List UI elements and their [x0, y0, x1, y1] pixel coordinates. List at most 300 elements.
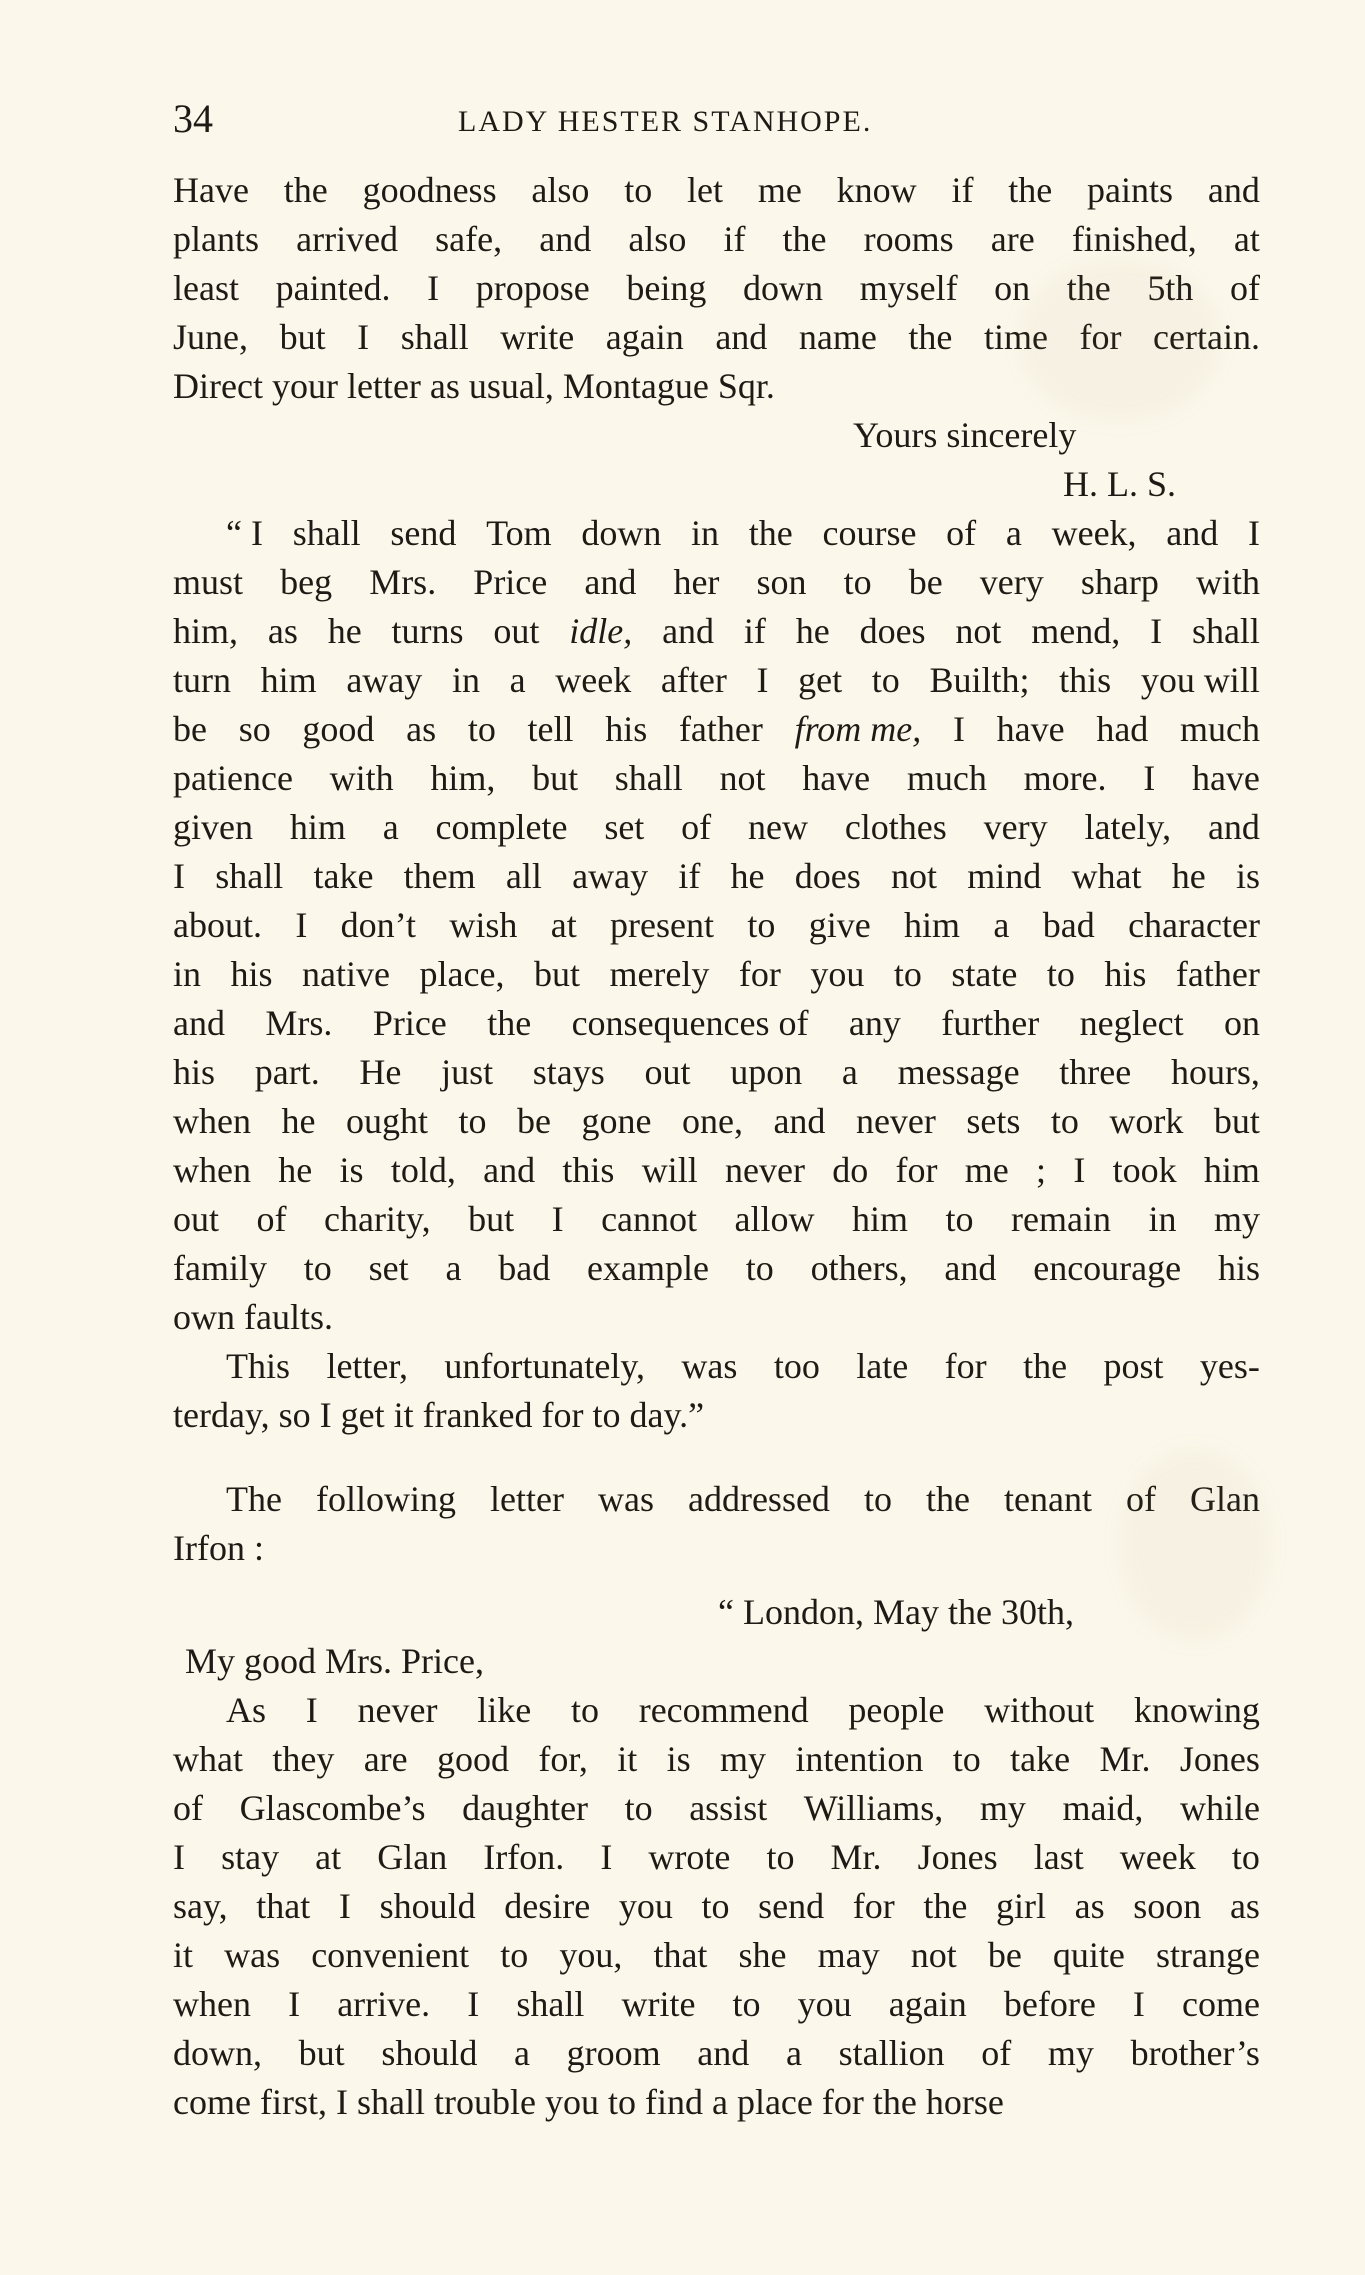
word: I	[467, 1984, 480, 2024]
word: the	[1023, 1346, 1068, 1386]
word: for,	[538, 1739, 588, 1779]
word: have	[996, 709, 1065, 749]
word: sharp	[1080, 562, 1159, 602]
word: Builth;	[929, 660, 1030, 700]
word: down	[742, 268, 823, 308]
section-gap	[173, 1573, 1260, 1588]
paragraph-4	[173, 1475, 1260, 1573]
word: and	[1207, 807, 1260, 847]
word: June,	[173, 317, 248, 357]
text-line	[173, 803, 1260, 852]
word: example	[587, 1248, 709, 1288]
word: I	[335, 2082, 348, 2122]
word: have	[802, 758, 871, 798]
word: son	[756, 562, 807, 602]
word: Irfon :	[173, 1528, 264, 1568]
word: if	[678, 856, 701, 896]
word: Have	[173, 170, 249, 210]
word: present	[610, 905, 715, 945]
word: upon	[730, 1052, 803, 1092]
word: father	[678, 709, 763, 749]
word: you	[797, 1984, 852, 2024]
word: father	[1175, 954, 1260, 994]
word: come	[173, 2082, 251, 2122]
word: he	[795, 611, 830, 651]
page-header	[173, 94, 1260, 154]
word: never	[357, 1690, 438, 1730]
word: his	[230, 954, 273, 994]
word: set	[368, 1248, 409, 1288]
word: mend,	[1031, 611, 1121, 651]
word: wish	[449, 905, 518, 945]
word: be	[987, 1935, 1022, 1975]
word: rooms	[863, 219, 954, 259]
paragraph-5	[173, 1686, 1260, 2127]
word: may	[817, 1935, 880, 1975]
word: turn	[173, 660, 231, 700]
word: ;	[1036, 1150, 1047, 1190]
word: idle,	[569, 611, 633, 651]
word: him	[904, 905, 961, 945]
word: Glan	[377, 1837, 448, 1877]
word: to	[570, 1690, 599, 1730]
word: this	[562, 1150, 615, 1190]
word: as	[429, 366, 460, 406]
text-line	[173, 1146, 1260, 1195]
word: convenient	[311, 1935, 470, 1975]
word: and	[1207, 170, 1260, 210]
word: find	[644, 2082, 703, 2122]
word: to	[863, 1479, 892, 1519]
word: for	[852, 1886, 895, 1926]
word: the	[487, 1003, 532, 1043]
word: just	[441, 1052, 494, 1092]
word: encourage	[1033, 1248, 1182, 1288]
word: if	[951, 170, 974, 210]
page-stain	[1020, 260, 1220, 420]
word: I	[338, 1886, 351, 1926]
text-line	[173, 2078, 1260, 2127]
word: have	[1191, 758, 1260, 798]
signature-initials: H. L. S.	[1063, 464, 1177, 504]
text-line	[173, 1980, 1260, 2029]
word: Direct	[173, 366, 263, 406]
word: after	[660, 660, 727, 700]
word: him	[1203, 1150, 1260, 1190]
word: turns	[391, 611, 464, 651]
text-line	[173, 1686, 1260, 1735]
word: arrive.	[337, 1984, 431, 2024]
text-line	[173, 656, 1260, 705]
word: for	[895, 1150, 938, 1190]
word: given	[173, 807, 253, 847]
word: in	[173, 954, 202, 994]
word: strange	[1155, 1935, 1260, 1975]
word: of	[946, 513, 977, 553]
word: cannot	[601, 1199, 698, 1239]
word: was	[224, 1935, 281, 1975]
word: of	[981, 2033, 1012, 2073]
word: arrived	[296, 219, 399, 259]
word: him	[852, 1199, 909, 1239]
word: never	[724, 1150, 805, 1190]
word: but	[532, 758, 579, 798]
word: when	[173, 1101, 251, 1141]
word: but	[533, 954, 580, 994]
text-line	[173, 166, 1260, 215]
word: as	[1229, 1886, 1260, 1926]
word: Mrs.	[265, 1003, 333, 1043]
word: mind	[967, 856, 1042, 896]
word: daughter	[462, 1788, 589, 1828]
word: place,	[419, 954, 505, 994]
word: to	[843, 562, 872, 602]
word: letter,	[326, 1346, 408, 1386]
text-line	[173, 1931, 1260, 1980]
word: Glan	[1189, 1479, 1260, 1519]
word: them	[403, 856, 476, 896]
word: As	[226, 1690, 267, 1730]
word: The	[226, 1479, 282, 1519]
word: you,	[559, 1935, 623, 1975]
word: the	[923, 1886, 968, 1926]
text-line	[173, 852, 1260, 901]
word: you will	[1140, 660, 1260, 700]
text-line	[173, 1342, 1260, 1391]
word: the	[1066, 268, 1111, 308]
word: girl	[996, 1886, 1047, 1926]
word: his	[1104, 954, 1147, 994]
word: say,	[173, 1886, 228, 1926]
word: a	[509, 660, 526, 700]
word: for	[944, 1346, 987, 1386]
word: a	[841, 1052, 858, 1092]
letter-salutation: My good Mrs. Price,	[185, 1641, 484, 1681]
word: being	[626, 268, 707, 308]
word: Mr.	[830, 1837, 882, 1877]
word: his	[173, 1052, 216, 1092]
text-line	[173, 558, 1260, 607]
word: complete	[435, 807, 568, 847]
word: finished,	[1071, 219, 1197, 259]
word: and	[773, 1101, 826, 1141]
word: told,	[390, 1150, 456, 1190]
word: but	[468, 1199, 515, 1239]
word: quite	[1052, 1935, 1125, 1975]
word: get	[798, 660, 843, 700]
word: plants	[173, 219, 259, 259]
word: I	[551, 1199, 564, 1239]
word: to	[607, 2082, 636, 2122]
word: neglect	[1079, 1003, 1184, 1043]
word: do	[832, 1150, 869, 1190]
word: groom	[566, 2033, 661, 2073]
word: message	[897, 1052, 1020, 1092]
word: 5th	[1147, 268, 1194, 308]
word: give	[808, 905, 871, 945]
word: tenant	[1003, 1479, 1092, 1519]
word: in	[451, 660, 480, 700]
word: Irfon.	[483, 1837, 565, 1877]
word: not	[891, 856, 938, 896]
word: part.	[254, 1052, 320, 1092]
word: I	[295, 905, 308, 945]
word: bad	[498, 1248, 551, 1288]
running-head: LADY HESTER STANHOPE.	[458, 105, 873, 138]
text-line	[173, 999, 1260, 1048]
text-line	[173, 1735, 1260, 1784]
word: name	[798, 317, 877, 357]
word: had	[1096, 709, 1149, 749]
text-line	[173, 1293, 1260, 1342]
word: to	[893, 954, 922, 994]
word: last	[1033, 1837, 1084, 1877]
word: ought	[345, 1101, 428, 1141]
word: time	[983, 317, 1048, 357]
word: away	[572, 856, 649, 896]
word: least	[173, 268, 239, 308]
closing-line: Yours sincerely	[853, 415, 1077, 455]
word: for	[738, 954, 781, 994]
word: charity,	[323, 1199, 431, 1239]
word: remain	[1011, 1199, 1111, 1239]
word: character	[1128, 905, 1260, 945]
word: too	[773, 1346, 820, 1386]
word: a	[785, 2033, 802, 2073]
word: you	[618, 1886, 673, 1926]
word: I	[756, 660, 769, 700]
word: post	[1103, 1346, 1164, 1386]
word: that	[653, 1935, 708, 1975]
word: her	[673, 562, 720, 602]
word: if	[743, 611, 766, 651]
word: to	[871, 660, 900, 700]
word: Price	[473, 562, 548, 602]
word: good	[302, 709, 375, 749]
word: and	[539, 219, 592, 259]
text-line	[173, 509, 1260, 558]
word: good	[437, 1739, 509, 1779]
word: soon	[1133, 1886, 1202, 1926]
word: me	[964, 1150, 1009, 1190]
word: it	[173, 1935, 194, 1975]
word: the	[283, 170, 328, 210]
word: the	[1008, 170, 1053, 210]
word: Jones	[1179, 1739, 1260, 1779]
word: family	[173, 1248, 267, 1288]
word: shall	[356, 2082, 425, 2122]
word: week,	[1051, 513, 1137, 553]
word: on	[1224, 1003, 1260, 1043]
text-line	[173, 1048, 1260, 1097]
word: for	[1079, 317, 1122, 357]
word: stays	[532, 1052, 605, 1092]
word: patience	[173, 758, 293, 798]
word: again	[605, 317, 684, 357]
word: place	[736, 2082, 813, 2122]
word: does	[859, 611, 926, 651]
word: don’t	[340, 905, 417, 945]
word: this	[1059, 660, 1112, 700]
text-line	[173, 607, 1260, 656]
text-line	[173, 705, 1260, 754]
word: I	[357, 317, 370, 357]
word: letter	[346, 366, 421, 406]
word: people	[848, 1690, 945, 1730]
word: to	[952, 1739, 981, 1779]
word: must	[173, 562, 244, 602]
word: first,	[259, 2082, 327, 2122]
word: to	[745, 1248, 774, 1288]
word: come	[1182, 1984, 1260, 2024]
word: letter	[490, 1479, 564, 1519]
word: I	[305, 1690, 318, 1730]
word: me	[757, 170, 802, 210]
word: desire	[504, 1886, 591, 1926]
word: at	[1233, 219, 1260, 259]
word: lately,	[1084, 807, 1172, 847]
word: I	[600, 1837, 613, 1877]
word: you	[544, 2082, 599, 2122]
word: certain.	[1153, 317, 1260, 357]
word: horse	[925, 2082, 1004, 2122]
word: and	[173, 1003, 225, 1043]
word: as	[406, 709, 437, 749]
word: at	[315, 1837, 342, 1877]
word: unfortunately,	[444, 1346, 645, 1386]
word: of	[173, 1788, 203, 1828]
word: to	[701, 1886, 730, 1926]
word: and	[944, 1248, 997, 1288]
word: native	[302, 954, 390, 994]
word: was	[597, 1479, 654, 1519]
section-gap	[173, 1440, 1260, 1475]
word: to	[458, 1101, 487, 1141]
word: to	[732, 1984, 761, 2024]
word: she	[738, 1935, 787, 1975]
letter-heading: “ London, May the 30th,	[718, 1592, 1074, 1632]
word: take	[1010, 1739, 1071, 1779]
word: Mrs.	[369, 562, 437, 602]
text-line	[173, 1391, 1260, 1440]
word: own faults.	[173, 1297, 333, 1337]
word: not	[719, 758, 766, 798]
word: I	[173, 1837, 185, 1877]
word: state	[951, 954, 1018, 994]
word: at	[550, 905, 577, 945]
word: much	[906, 758, 987, 798]
word: your	[271, 366, 338, 406]
word: usual,	[468, 366, 554, 406]
word: you	[810, 954, 865, 994]
word: in	[1148, 1199, 1177, 1239]
word: a	[1005, 513, 1022, 553]
word: yes-	[1199, 1346, 1260, 1386]
text-line	[173, 1195, 1260, 1244]
word: consequences of	[571, 1003, 809, 1043]
word: late	[856, 1346, 909, 1386]
word: also	[628, 219, 687, 259]
word: the	[908, 317, 953, 357]
word: intention	[795, 1739, 924, 1779]
word: my	[1213, 1199, 1260, 1239]
word: bad	[1042, 905, 1095, 945]
word: I	[427, 268, 440, 308]
word: my	[979, 1788, 1026, 1828]
word: him	[260, 660, 317, 700]
word: three	[1059, 1052, 1132, 1092]
word: in	[691, 513, 720, 553]
word: course	[822, 513, 917, 553]
word: he	[327, 611, 362, 651]
word: the	[782, 219, 827, 259]
word: to	[766, 1837, 795, 1877]
word: down,	[173, 2033, 262, 2073]
word: not	[955, 611, 1002, 651]
word: should	[381, 2033, 478, 2073]
word: about.	[173, 905, 262, 945]
word: to	[747, 905, 776, 945]
word: out	[644, 1052, 691, 1092]
word: addressed	[687, 1479, 830, 1519]
word: is	[666, 1739, 691, 1779]
word: a	[993, 905, 1010, 945]
paragraph-3	[173, 1342, 1260, 1440]
word: gone	[581, 1101, 652, 1141]
word: much	[1180, 709, 1260, 749]
word: This	[226, 1346, 291, 1386]
word: of	[1230, 268, 1260, 308]
word: him,	[173, 611, 239, 651]
word: I	[1073, 1150, 1086, 1190]
word: and	[584, 562, 637, 602]
word: painted.	[275, 268, 391, 308]
word: shall	[400, 317, 469, 357]
word: the	[748, 513, 793, 553]
word: I	[173, 856, 185, 896]
text-line	[173, 1784, 1260, 1833]
word: stallion	[838, 2033, 945, 2073]
word: myself	[859, 268, 958, 308]
word: any	[848, 1003, 901, 1043]
word: sets	[966, 1101, 1021, 1141]
word: set	[604, 807, 645, 847]
word: shall	[614, 758, 683, 798]
word: as	[1074, 1886, 1105, 1926]
word: when	[173, 1150, 251, 1190]
word: work	[1109, 1101, 1184, 1141]
word: not	[910, 1935, 957, 1975]
word: all	[505, 856, 542, 896]
word: terday, so I get it franked for to day.”	[173, 1395, 705, 1435]
word: to	[624, 170, 653, 210]
word: to	[303, 1248, 332, 1288]
word: before	[1003, 1984, 1096, 2024]
word: a	[514, 2033, 530, 2073]
word: is	[339, 1150, 364, 1190]
word: as	[267, 611, 298, 651]
word: a	[382, 807, 399, 847]
word: shall	[516, 1984, 585, 2024]
word: send	[758, 1886, 825, 1926]
word: of	[256, 1199, 287, 1239]
paragraph-2	[173, 509, 1260, 1342]
word: shall	[215, 856, 284, 896]
word: but	[1213, 1101, 1260, 1141]
word: the	[872, 2082, 917, 2122]
word: for	[821, 2082, 864, 2122]
word: so	[238, 709, 271, 749]
